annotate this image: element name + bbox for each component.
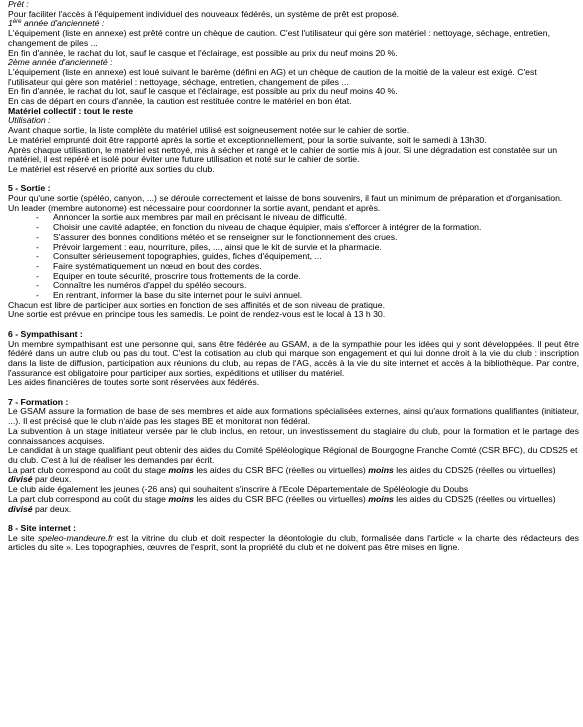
list-item: - Faire systématiquement un nœud en bout des cordes. [8,262,579,272]
list-item: - En rentrant, informer la base du site internet pour le suivi annuel. [8,291,579,301]
section-6-heading: 6 - Sympathisant : [8,328,83,339]
pret-intro: Pour faciliter l'accès à l'équipement individuel des nouveaux fédérés, un système de prêt est proposé. [8,8,400,19]
formation-paragraph-4 [8,466,579,485]
year1-number: 1 [8,18,13,29]
text-run: Le site [8,532,38,543]
year1-superscript: ère [12,19,22,26]
list-item: - Prévoir largement : eau, nourriture, piles, ..., ainsi que le kit de survie et la pharmacie. [8,243,579,253]
emphasis-moins: moins [168,493,194,504]
sortie-paragraph-4: Une sortie est prévue en principe tous les samedis. Le point de rendez-vous est le local à 13 h 30. [8,309,386,320]
sympathisant-paragraph-2: Les aides financières de toutes sorte sont réservées aux fédérés. [8,377,260,388]
formation-paragraph-5: Le club aide également les jeunes (-26 ans) qui souhaitent s'inscrire à l'Ecole Départementale de Spéléologie du Doubs [8,484,469,495]
year2-paragraph-3: En cas de départ en cours d'année, la caution est restituée contre le matériel en bon état. [8,96,352,107]
emphasis-moins: moins [368,493,394,504]
formation-paragraph-2: La subvention à un stage initiateur versée par le club inclus, en retour, un investissement du stagiaire du club, pour la formation et le partage des connaissances acquises. [8,425,579,446]
year1-paragraph-2: En fin d'année, le rachat du lot, sauf le casque et l'éclairage, est possible au prix du neuf moins 20 %. [8,47,398,58]
formation-paragraph-6 [8,495,579,514]
collectif-paragraph-1: Avant chaque sortie, la liste complète du matériel utilisé est soigneusement notée sur le cahier de sortie. [8,125,410,136]
spacer [8,175,579,185]
text-run: par deux. [32,474,72,485]
collectif-paragraph-3: Après chaque utilisation, le matériel est nettoyé, mis à sécher et rangé et le cahier de sortie mis à jour. Si une dégradation est constatée sur un matériel, il est repéré et isolé pour éviter une future utilisation et noté sur le cahier de sortie. [8,144,558,165]
collectif-paragraph-4: Le matériel est réservé en priorité aux sorties du club. [8,163,215,174]
site-paragraph-1 [8,534,579,553]
section-8-heading: 8 - Site internet : [8,522,77,533]
year1-heading-text: année d'ancienneté : [21,18,105,29]
spacer [8,388,579,398]
year1-paragraph-1: L'équipement (liste en annexe) est prêté contre un chèque de caution. C'est l'utilisateur qui gère son matériel : nettoyage, séchage, entretien, changement de piles ... [8,28,551,48]
text-run: les aides du CDS25 (réelles ou virtuelles) [393,464,556,475]
list-item: - S'assurer des bonnes conditions météo et se renseigner sur le fonctionnement des crues. [8,233,579,243]
collectif-paragraph-2: Le matériel emprunté doit être rapporté après la sortie et exceptionnellement, pour la sortie suivante, soit le samedi à 13h30. [8,134,487,145]
sortie-paragraph-2: Un leader (membre autonome) est nécessaire pour coordonner la sortie avant, pendant et après. [8,202,381,213]
list-item: - Connaître les numéros d'appel du spéléo secours. [8,281,579,291]
text-run: est la vitrine du club et doit respecter la déontologie du club, formalisée dans l'article « la charte des rédacteurs des articles du site ». Les topographies, œuvres de l'esprit, sont la propriété du club et ne doivent pas être mises en ligne. [8,532,580,553]
list-item: - Annoncer la sortie aux membres par mail en précisant le niveau de difficulté. [8,213,579,223]
sortie-paragraph-1: Pour qu'une sortie (spéléo, canyon, ...) se déroule correctement et laisse de bons souvenirs, il faut un minimum de préparation et d'organisation. [8,193,563,204]
sympathisant-paragraph-1: Un membre sympathisant est une personne qui, sans être fédérée au GSAM, a de la sympathie pour les idées qui y sont développées. Il peut être fédéré dans un autre club ou pas du tout. C'est la cotisation au club qui marque son engagement et qui lui donne droit à la vie du club : inscription dans la liste de diffusion, participation aux réunions du club, au repas de l'AG, accès à la vie du site internet et accès à la bibliothèque. Par contre, l'assurance est obligatoire pour participer aux sorties, expéditions et utiliser du matériel. [8,338,579,378]
sortie-checklist [8,213,579,300]
text-run: les aides du CSR BFC (réelles ou virtuelles) [193,464,369,475]
formation-paragraph-1: Le GSAM assure la formation de base de ses membres et aide aux formations spécialisées externes, ainsi qu'aux formations qualifiantes (initiateur, ...). Il est précisé que le club n'aide pas les stages BE et monitorat non fédéral. [8,406,579,427]
text-run: La part club correspond au coût du stage [8,464,169,475]
list-item: - Choisir une cavité adaptée, en fonction du niveau de chaque équipier, mais s'efforcer à intégrer de la formation. [8,223,579,233]
collectif-heading: Matériel collectif : tout le reste [8,105,134,116]
emphasis-moins: moins [368,464,394,475]
section-5-heading: 5 - Sortie : [8,183,51,194]
site-name: speleo-mandeure.fr [37,532,114,543]
utilisation-heading: Utilisation : [8,115,51,126]
pret-heading: Prêt : [8,0,29,9]
formation-paragraph-3: Le candidat à un stage qualifiant peut obtenir des aides du Comité Spéléologique Régional de Bourgogne Franche Comté (CSR BFC), du CDS25 et du club. C'est à lui de réaliser les demandes par écrit. [8,445,578,465]
text-run: La part club correspond au coût du stage [8,493,169,504]
section-7-heading: 7 - Formation : [8,396,69,407]
year2-paragraph-2: En fin d'année, le rachat du lot, sauf le casque et l'éclairage, est possible au prix du neuf moins 40 %. [8,86,398,97]
sortie-paragraph-3: Chacun est libre de participer aux sorties en fonction de ses affinités et de son niveau de pratique. [8,299,386,310]
emphasis-divise: divisé [8,474,33,485]
emphasis-divise: divisé [8,503,33,514]
text-run: les aides du CSR BFC (réelles ou virtuelles) [193,493,369,504]
year2-heading: 2ème année d'ancienneté : [8,57,113,68]
text-run: les aides du CDS25 (réelles ou virtuelles) [393,493,556,504]
spacer [8,320,579,330]
list-item: - Consulter sérieusement topographies, guides, fiches d'équipement, ... [8,252,579,262]
emphasis-moins: moins [168,464,194,475]
year2-paragraph-1: L'équipement (liste en annexe) est loué suivant le barème (défini en AG) et un chèque de caution de la moitié de la valeur est exigé. C'est l'utilisateur qui gère son matériel : nettoyage, séchage, entretien, changement de piles ... [8,66,537,87]
text-run: par deux. [32,503,72,514]
spacer [8,514,579,524]
list-item: - Equiper en toute sécurité, proscrire tous frottements de la corde. [8,272,579,282]
